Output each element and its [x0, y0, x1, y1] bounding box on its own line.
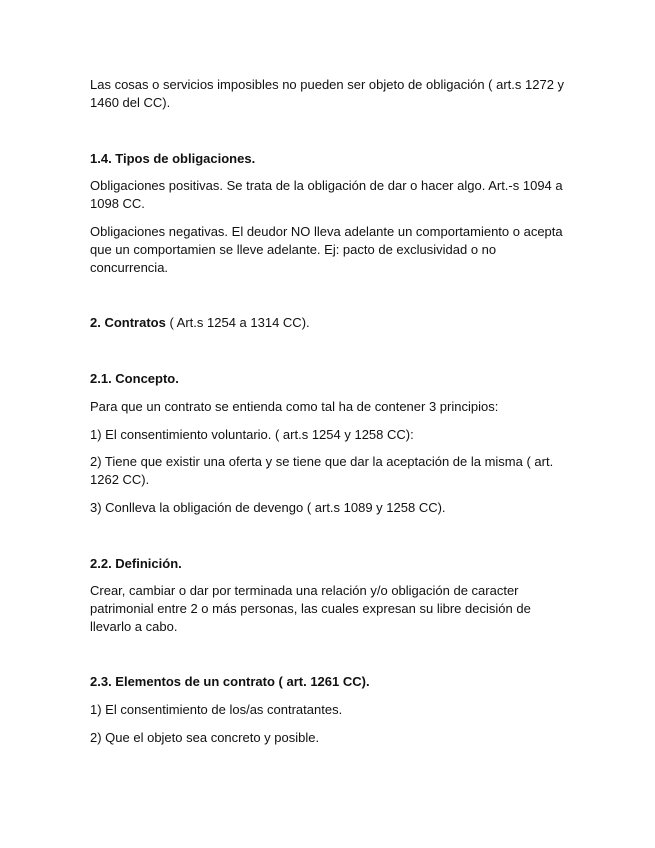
- heading-2-title: 2. Contratos: [90, 315, 166, 330]
- list-item: 2) Que el objeto sea concreto y posible.: [90, 730, 320, 745]
- heading-2: [90, 314, 570, 332]
- list-item: 1) El consentimiento voluntario. ( art.s 1254 y 1258 CC):: [90, 427, 414, 442]
- paragraph-positive-obligations: Obligaciones positivas. Se trata de la obligación de dar o hacer algo. Art.-s 1094 a 1098 CC.: [90, 178, 563, 211]
- heading-2-1: 2.1. Concepto.: [90, 371, 179, 386]
- list-item: 3) Conlleva la obligación de devengo ( art.s 1089 y 1258 CC).: [90, 500, 446, 515]
- list-item: 1) El consentimiento de los/as contratantes.: [90, 702, 343, 717]
- paragraph-negative-obligations: Obligaciones negativas. El deudor NO lleva adelante un comportamiento o acepta que un comportamien se lleve adelante. Ej: pacto de exclusividad o no concurrencia.: [90, 224, 563, 275]
- paragraph-concept: Para que un contrato se entienda como tal ha de contener 3 principios:: [90, 399, 499, 414]
- heading-2-reference: ( Art.s 1254 a 1314 CC).: [165, 315, 310, 330]
- heading-1-4: 1.4. Tipos de obligaciones.: [90, 151, 256, 166]
- paragraph-definition: Crear, cambiar o dar por terminada una relación y/o obligación de caracter patrimonial entre 2 o más personas, las cuales expresan su libre decisión de llevarlo a cabo.: [90, 583, 531, 634]
- heading-2-2: 2.2. Definición.: [90, 556, 182, 571]
- intro-paragraph: Las cosas o servicios imposibles no pueden ser objeto de obligación ( art.s 1272 y 1460 del CC).: [90, 77, 565, 110]
- heading-2-3: 2.3. Elementos de un contrato ( art. 1261 CC).: [90, 674, 370, 689]
- list-item: 2) Tiene que existir una oferta y se tiene que dar la aceptación de la misma ( art. 1262 CC).: [90, 454, 554, 487]
